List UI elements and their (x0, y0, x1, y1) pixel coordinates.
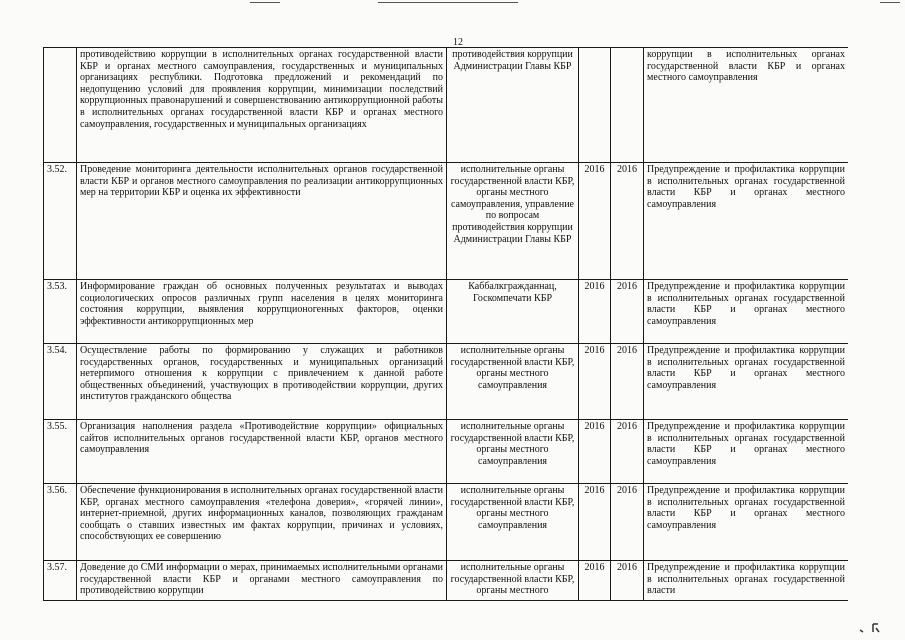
row-number: 3.57. (44, 561, 77, 601)
table-row (44, 344, 849, 420)
page-number: 12 (453, 37, 463, 48)
table-row (44, 561, 849, 601)
table-row (44, 163, 849, 280)
measures-table (43, 47, 848, 601)
end-year: 2016 (611, 163, 644, 280)
table-row (44, 484, 849, 561)
measure-description: Информирование граждан об основных полученных результатах и выводах социологических опросов различных групп населения в целях мониторинга состояния коррупции, выявления коррупционогенных факторов, оценки эффективности антикоррупционных мер (77, 280, 447, 344)
row-number (44, 48, 77, 163)
start-year: 2016 (579, 561, 611, 601)
end-year: 2016 (611, 420, 644, 484)
responsible-executor: исполнительные органы государственной власти КБР, органы местного самоуправления, управление по вопросам противодействия коррупции Администрации Главы КБР (447, 163, 579, 280)
measures-table-wrapper (43, 47, 848, 610)
start-year: 2016 (579, 484, 611, 561)
start-year: 2016 (579, 344, 611, 420)
row-number: 3.56. (44, 484, 77, 561)
measure-description: Организация наполнения раздела «Противодействие коррупции» официальных сайтов исполнительных органов государственной власти КБР, органов местного самоуправления (77, 420, 447, 484)
scan-corner-marks (855, 620, 895, 634)
expected-result: Предупреждение и профилактика коррупции в исполнительных органах государственной власти КБР и органах местного самоуправления (644, 420, 849, 484)
expected-result: Предупреждение и профилактика коррупции в исполнительных органах государственной власти КБР и органах местного самоуправления (644, 484, 849, 561)
measure-description: Проведение мониторинга деятельности исполнительных органов государственной власти КБР и органов местного самоуправления по реализации антикоррупционных мер на территории КБР и оценка их эффективности (77, 163, 447, 280)
start-year: 2016 (579, 420, 611, 484)
end-year: 2016 (611, 344, 644, 420)
responsible-executor: исполнительные органы государственной власти КБР, органы местного (447, 561, 579, 601)
start-year: 2016 (579, 280, 611, 344)
end-year (611, 48, 644, 163)
measure-description: Обеспечение функционирования в исполнительных органах государственной власти КБР, органах местного самоуправления «телефона доверия», «горячей линии», интернет-приемной, других информационных каналов, позволяющих гражданам сообщать о ставших известных им фактах коррупции, причинах и условиях, способствующих ее совершению (77, 484, 447, 561)
row-number: 3.55. (44, 420, 77, 484)
responsible-executor: противодействия коррупции Администрации Главы КБР (447, 48, 579, 163)
expected-result: Предупреждение и профилактика коррупции в исполнительных органах государственной власти (644, 561, 849, 601)
table-row (44, 280, 849, 344)
measure-description: Доведение до СМИ информации о мерах, принимаемых исполнительными органами государственной власти КБР и органами местного самоуправления по противодействию коррупции (77, 561, 447, 601)
end-year: 2016 (611, 484, 644, 561)
measure-description: противодействию коррупции в исполнительных органах государственной власти КБР и органах местного самоуправления, государственных и муниципальных организациях республики. Подготовка предложений и рекомендаций по недопущению условий для проявления коррупции, минимизации последствий коррупционных правонарушений и совершенствованию антикоррупционной работы в исполнительных органах государственной власти КБР и органах местного самоуправления, государственных и муниципальных организациях (77, 48, 447, 163)
expected-result: Предупреждение и профилактика коррупции в исполнительных органах государственной власти КБР и органах местного самоуправления (644, 280, 849, 344)
responsible-executor: исполнительные органы государственной власти КБР, органы местного самоуправления (447, 484, 579, 561)
measure-description: Осуществление работы по формированию у служащих и работников государственных органов, государственных и муниципальных организаций нетерпимого отношения к коррупции с привлечением к данной работе общественных объединений, участвующих в противодействии коррупции, других институтов гражданского общества (77, 344, 447, 420)
end-year: 2016 (611, 561, 644, 601)
scan-edge-artifacts (0, 0, 905, 12)
expected-result: Предупреждение и профилактика коррупции в исполнительных органах государственной власти КБР и органах местного самоуправления (644, 163, 849, 280)
responsible-executor: исполнительные органы государственной власти КБР, органы местного самоуправления (447, 344, 579, 420)
table-row (44, 420, 849, 484)
row-number: 3.53. (44, 280, 77, 344)
measures-table-body (44, 48, 849, 601)
row-number: 3.54. (44, 344, 77, 420)
row-number: 3.52. (44, 163, 77, 280)
responsible-executor: исполнительные органы государственной власти КБР, органы местного самоуправления (447, 420, 579, 484)
expected-result: коррупции в исполнительных органах государственной власти КБР и органах местного самоуправления (644, 48, 849, 163)
end-year: 2016 (611, 280, 644, 344)
table-row (44, 48, 849, 163)
responsible-executor: Каббалкгражданнац, Госкомпечати КБР (447, 280, 579, 344)
start-year (579, 48, 611, 163)
start-year: 2016 (579, 163, 611, 280)
expected-result: Предупреждение и профилактика коррупции в исполнительных органах государственной власти КБР и органах местного самоуправления (644, 344, 849, 420)
